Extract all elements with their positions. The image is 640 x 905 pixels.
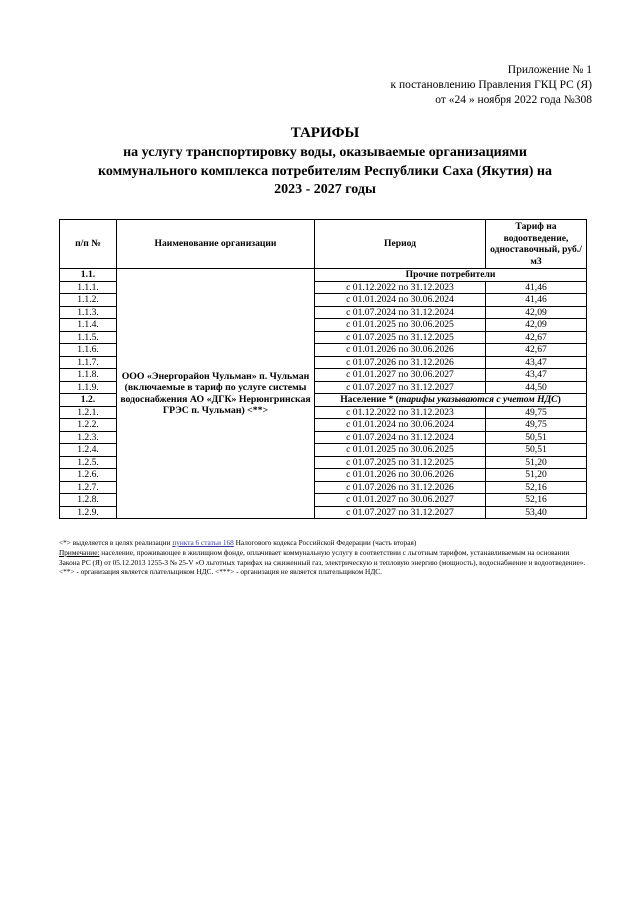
row-num: 1.1.7. [60, 356, 117, 369]
row-num: 1.1.4. [60, 319, 117, 332]
row-tariff: 50,51 [486, 444, 587, 457]
row-num: 1.2.2. [60, 419, 117, 432]
footnote-2-label: Примечание: [59, 547, 100, 557]
row-tariff: 42,67 [486, 331, 587, 344]
header-tariff: Тариф на водоотведение, одноставочный, руб./м3 [486, 220, 587, 269]
appendix-line-1: Приложение № 1 [507, 64, 592, 76]
title-sub-line-2: коммунального комплекса потребителям Республики Саха (Якутия) на [97, 163, 552, 179]
document-title [60, 124, 590, 200]
tariffs-table [59, 219, 587, 519]
row-period: с 01.12.2022 по 31.12.2023 [315, 281, 486, 294]
row-period: с 01.07.2026 по 31.12.2026 [315, 481, 486, 494]
row-num: 1.2.4. [60, 444, 117, 457]
row-period: с 01.07.2025 по 31.12.2025 [315, 331, 486, 344]
row-period: с 01.01.2027 по 30.06.2027 [315, 369, 486, 382]
organization-name: ООО «Энергорайон Чульман» п. Чульман (включаемые в тариф по услуге системы водоснабжения АО «ДГК» Нерюнгринская ГРЭС п. Чульман) <**> [117, 269, 315, 519]
group-label-vat-note: тарифы указываются с учетом НДС [398, 394, 558, 405]
row-num: 1.2.6. [60, 469, 117, 482]
row-num: 1.2.9. [60, 506, 117, 519]
row-tariff: 52,16 [486, 494, 587, 507]
footnote-3: <**> - организация является плательщиком НДС. <***> - организация не является плательщиком НДС. [59, 567, 382, 577]
row-tariff: 52,16 [486, 481, 587, 494]
row-tariff: 44,50 [486, 381, 587, 394]
row-num: 1.1.9. [60, 381, 117, 394]
row-tariff: 53,40 [486, 506, 587, 519]
row-tariff: 41,46 [486, 294, 587, 307]
row-period: с 01.01.2024 по 30.06.2024 [315, 419, 486, 432]
group-num: 1.2. [60, 394, 117, 407]
row-period: с 01.07.2027 по 31.12.2027 [315, 506, 486, 519]
row-num: 1.1.2. [60, 294, 117, 307]
row-num: 1.2.1. [60, 406, 117, 419]
row-tariff: 50,51 [486, 431, 587, 444]
footnote-2 [59, 548, 589, 568]
group-label-other: Прочие потребители [315, 269, 587, 282]
appendix-block [391, 63, 593, 108]
row-num: 1.1.8. [60, 369, 117, 382]
row-period: с 01.01.2026 по 30.06.2026 [315, 469, 486, 482]
table-header-row [60, 220, 587, 269]
row-tariff: 41,46 [486, 281, 587, 294]
title-subtitle [60, 144, 590, 200]
row-tariff: 49,75 [486, 406, 587, 419]
group-label-part: ) [557, 394, 561, 405]
row-tariff: 49,75 [486, 419, 587, 432]
title-sub-line-1: на услугу транспортировку воды, оказываемые организациями [123, 145, 527, 160]
footnote-1 [59, 538, 589, 548]
row-num: 1.2.8. [60, 494, 117, 507]
row-period: с 01.01.2024 по 30.06.2024 [315, 294, 486, 307]
header-num: п/п № [60, 220, 117, 269]
row-period: с 01.01.2026 по 30.06.2026 [315, 344, 486, 357]
row-num: 1.2.3. [60, 431, 117, 444]
row-tariff: 42,09 [486, 306, 587, 319]
footnote-1-text-a: <*> выделяется в целях реализации [59, 538, 173, 547]
row-num: 1.2.7. [60, 481, 117, 494]
header-organization: Наименование организации [117, 220, 315, 269]
table-body [60, 269, 587, 519]
row-period: с 01.12.2022 по 31.12.2023 [315, 406, 486, 419]
header-period: Период [315, 220, 486, 269]
row-tariff: 43,47 [486, 356, 587, 369]
appendix-line-3: от «24 » ноября 2022 года №308 [435, 94, 592, 106]
row-period: с 01.07.2027 по 31.12.2027 [315, 381, 486, 394]
row-period: с 01.01.2025 по 30.06.2025 [315, 319, 486, 332]
row-period: с 01.07.2025 по 31.12.2025 [315, 456, 486, 469]
footnotes [59, 538, 589, 577]
row-tariff: 51,20 [486, 469, 587, 482]
group-label-part: Население * ( [340, 394, 399, 405]
row-tariff: 43,47 [486, 369, 587, 382]
row-tariff: 42,67 [486, 344, 587, 357]
row-num: 1.1.6. [60, 344, 117, 357]
row-period: с 01.01.2025 по 30.06.2025 [315, 444, 486, 457]
appendix-line-2: к постановлению Правления ГКЦ РС (Я) [390, 79, 592, 91]
footnote-1-text-b: Налогового кодекса Российской Федерации (часть вторая) [233, 538, 417, 547]
title-main: ТАРИФЫ [290, 125, 360, 141]
title-sub-line-3: 2023 - 2027 годы [274, 182, 376, 197]
row-tariff: 51,20 [486, 456, 587, 469]
row-period: с 01.01.2027 по 30.06.2027 [315, 494, 486, 507]
group-num: 1.1. [60, 269, 117, 282]
footnote-2-text: население, проживающее в жилищном фонде, оплачивает коммунальную услугу в соответствии с льготным тарифом, устанавливаемым на основании Закона РС (Я) от 05.12.2013 1255-З № 25-V «О льготных тарифах на сжиженный газ, электрическую и тепловую энергию (мощность), водоснабжение и водоотведение». [59, 547, 586, 567]
row-tariff: 42,09 [486, 319, 587, 332]
group-label-population [315, 394, 587, 407]
footnote-1-link[interactable]: пункта 6 статьи 168 [172, 538, 234, 547]
row-num: 1.1.5. [60, 331, 117, 344]
row-num: 1.1.3. [60, 306, 117, 319]
row-period: с 01.07.2024 по 31.12.2024 [315, 306, 486, 319]
row-period: с 01.07.2026 по 31.12.2026 [315, 356, 486, 369]
row-num: 1.1.1. [60, 281, 117, 294]
group-row-other [60, 269, 587, 282]
row-period: с 01.07.2024 по 31.12.2024 [315, 431, 486, 444]
row-num: 1.2.5. [60, 456, 117, 469]
